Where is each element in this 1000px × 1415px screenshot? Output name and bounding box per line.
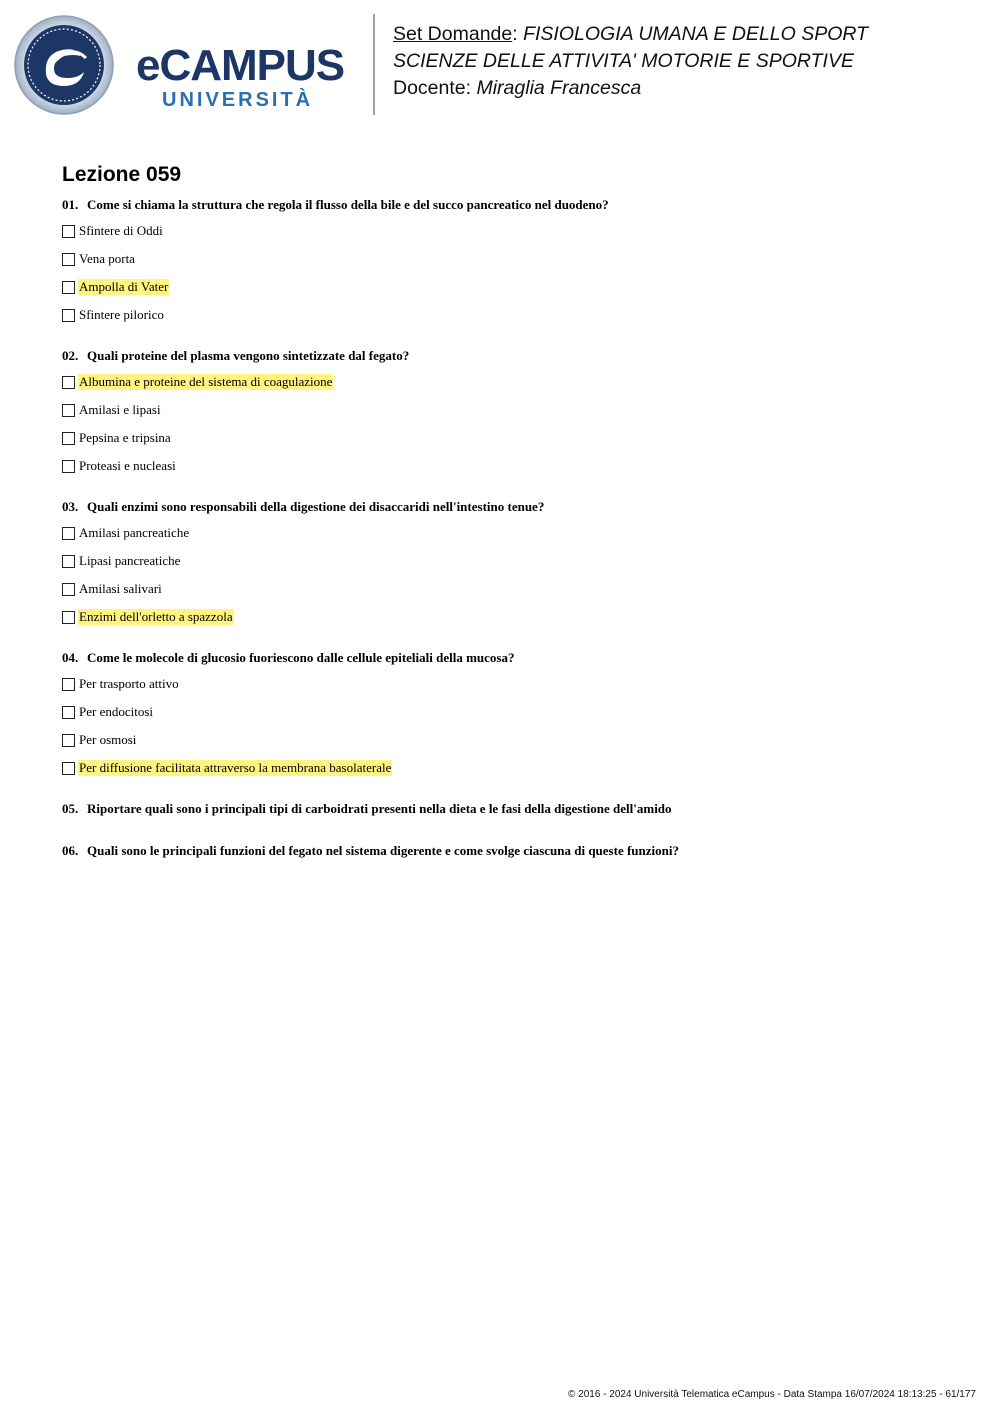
- answer-checkbox[interactable]: [62, 460, 75, 473]
- answer-option[interactable]: [62, 552, 962, 570]
- question-number: 02.: [62, 348, 79, 363]
- question-number: 06.: [62, 843, 79, 858]
- answer-checkbox[interactable]: [62, 611, 75, 624]
- program-name: SCIENZE DELLE ATTIVITA' MOTORIE E SPORTIVE: [393, 50, 854, 72]
- answer-checkbox[interactable]: [62, 678, 75, 691]
- answer-label: Vena porta: [79, 251, 135, 266]
- answer-label: Sfintere di Oddi: [79, 223, 163, 238]
- svg-text:UNIVERSITÀ: UNIVERSITÀ: [162, 89, 314, 111]
- answer-checkbox[interactable]: [62, 706, 75, 719]
- course-name: FISIOLOGIA UMANA E DELLO SPORT: [523, 23, 869, 45]
- question-block: [62, 197, 962, 324]
- question-number: 01.: [62, 197, 79, 212]
- answer-options: [62, 222, 962, 324]
- question-number: 05.: [62, 801, 79, 816]
- correct-answer-label: Ampolla di Vater: [79, 279, 169, 294]
- course-info: [393, 21, 993, 102]
- question-number: 03.: [62, 499, 79, 514]
- answer-checkbox[interactable]: [62, 309, 75, 322]
- answer-checkbox[interactable]: [62, 404, 75, 417]
- answer-checkbox[interactable]: [62, 734, 75, 747]
- question-label: Quali proteine del plasma vengono sintetizzate dal fegato?: [87, 348, 410, 363]
- answer-option[interactable]: [62, 580, 962, 598]
- question-block: [62, 499, 962, 626]
- lesson-title: Lezione 059: [62, 163, 182, 186]
- answer-label: Sfintere pilorico: [79, 307, 164, 322]
- header-divider: [373, 14, 375, 115]
- teacher-label: Docente: [393, 77, 466, 99]
- answer-option[interactable]: [62, 373, 962, 391]
- correct-answer-label: Albumina e proteine del sistema di coagulazione: [79, 374, 333, 389]
- answer-label: Lipasi pancreatiche: [79, 553, 181, 568]
- question-label: Quali enzimi sono responsabili della digestione dei disaccaridi nell'intestino tenue?: [87, 499, 545, 514]
- answer-option[interactable]: [62, 675, 962, 693]
- answer-option[interactable]: [62, 731, 962, 749]
- question-text: [62, 843, 962, 859]
- answer-checkbox[interactable]: [62, 225, 75, 238]
- answer-option[interactable]: [62, 401, 962, 419]
- answer-checkbox[interactable]: [62, 253, 75, 266]
- answer-label: Proteasi e nucleasi: [79, 458, 176, 473]
- answer-label: Per trasporto attivo: [79, 676, 179, 691]
- answer-option[interactable]: [62, 759, 962, 777]
- ecampus-logo: [14, 14, 359, 116]
- question-label: Riportare quali sono i principali tipi di carboidrati presenti nella dieta e le fasi della digestione dell'amido: [87, 801, 672, 816]
- question-label: Come le molecole di glucosio fuoriescono dalle cellule epiteliali della mucosa?: [87, 650, 515, 665]
- question-text: [62, 499, 962, 515]
- answer-checkbox[interactable]: [62, 376, 75, 389]
- answer-checkbox[interactable]: [62, 555, 75, 568]
- page-header: [0, 0, 1000, 130]
- question-block: [62, 348, 962, 475]
- question-label: Come si chiama la struttura che regola il flusso della bile e del succo pancreatico nel duodeno?: [87, 197, 609, 212]
- answer-option[interactable]: [62, 250, 962, 268]
- answer-label: Amilasi pancreatiche: [79, 525, 190, 540]
- set-label: Set Domande: [393, 23, 513, 45]
- question-text: [62, 348, 962, 364]
- answer-options: [62, 373, 962, 475]
- question-text: [62, 801, 962, 817]
- answer-option[interactable]: [62, 306, 962, 324]
- question-block: [62, 801, 962, 817]
- answer-option[interactable]: [62, 457, 962, 475]
- answer-label: Per osmosi: [79, 732, 137, 747]
- set-line: Set Domande: FISIOLOGIA UMANA E DELLO SPORT: [393, 23, 869, 45]
- teacher-name: Miraglia Francesca: [476, 77, 642, 99]
- program-line: [393, 48, 993, 75]
- answer-label: Amilasi e lipasi: [79, 402, 161, 417]
- teacher-line: Docente: Miraglia Francesca: [393, 77, 642, 99]
- answer-checkbox[interactable]: [62, 583, 75, 596]
- answer-option[interactable]: [62, 278, 962, 296]
- question-number: 04.: [62, 650, 79, 665]
- page-footer: © 2016 - 2024 Università Telematica eCampus - Data Stampa 16/07/2024 18:13:25 - 61/177: [568, 1389, 976, 1400]
- question-list: [62, 197, 962, 885]
- question-block: [62, 650, 962, 777]
- answer-checkbox[interactable]: [62, 527, 75, 540]
- svg-text:eCAMPUS: eCAMPUS: [136, 41, 345, 90]
- answer-label: Per endocitosi: [79, 704, 154, 719]
- question-text: [62, 197, 962, 213]
- answer-option[interactable]: [62, 608, 962, 626]
- answer-label: Amilasi salivari: [79, 581, 162, 596]
- answer-options: [62, 524, 962, 626]
- correct-answer-label: Enzimi dell'orletto a spazzola: [79, 609, 233, 624]
- answer-option[interactable]: [62, 222, 962, 240]
- answer-option[interactable]: [62, 524, 962, 542]
- answer-option[interactable]: [62, 703, 962, 721]
- answer-checkbox[interactable]: [62, 762, 75, 775]
- answer-options: [62, 675, 962, 777]
- answer-label: Pepsina e tripsina: [79, 430, 171, 445]
- question-text: [62, 650, 962, 666]
- question-block: [62, 843, 962, 859]
- answer-checkbox[interactable]: [62, 432, 75, 445]
- correct-answer-label: Per diffusione facilitata attraverso la membrana basolaterale: [79, 760, 392, 775]
- answer-option[interactable]: [62, 429, 962, 447]
- answer-checkbox[interactable]: [62, 281, 75, 294]
- question-label: Quali sono le principali funzioni del fegato nel sistema digerente e come svolge ciascuna di queste funzioni?: [87, 843, 679, 858]
